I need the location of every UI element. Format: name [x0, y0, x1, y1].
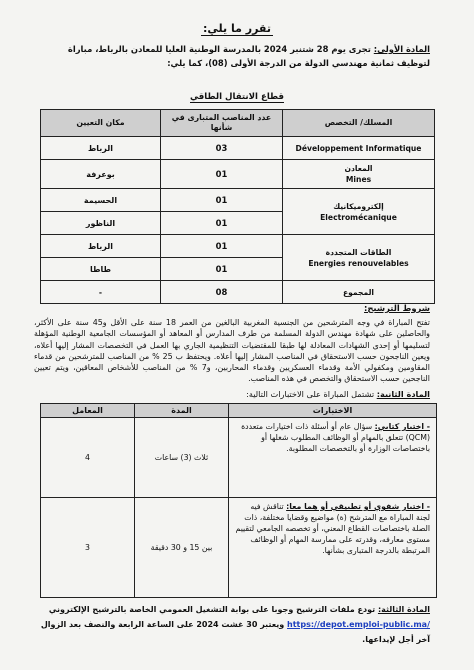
header-tests: الاختبارات — [229, 404, 437, 418]
article-3 — [34, 602, 430, 647]
total-count: 08 — [161, 281, 283, 304]
total-location: - — [41, 281, 161, 304]
positions-header-row — [41, 110, 435, 137]
table-row — [41, 235, 435, 258]
article-3-lead: المادة الثالثة: — [377, 605, 430, 614]
test-description — [229, 418, 437, 498]
positions-table — [40, 109, 435, 304]
table-row — [41, 160, 435, 189]
submission-link[interactable]: https://depot.emploi-public.ma/ — [287, 620, 430, 629]
location-cell: الرباط — [41, 137, 161, 160]
test-coefficient: 4 — [41, 418, 135, 498]
table-row — [41, 418, 437, 498]
specialty-fr: Développement Informatique — [295, 143, 422, 153]
article-1-text: تجرى يوم 28 شتنبر 2024 بالمدرسة الوطنية العليا للمعادن بالرباط، مباراة لتوظيف ثمانية مهندسي الدولة من الدرجة الأولى (08)، كما يلي: — [67, 44, 430, 68]
sector-title-text: قطاع الانتقال الطاقي — [189, 92, 285, 102]
total-label: المجموع — [283, 281, 435, 304]
specialty-fr: Energies renouvelables — [308, 258, 409, 268]
test-body: تناقش فيه لجنة المباراة مع المترشح (ة) مواضيع وقضايا مختلفة، ذات الصلة باختصاصات القطاع المعني، أو تخصصه الجامعي لتقييم مستوى معارفه، وقدرته على ممارسة المهام أو الوظائف المرتبطة بالدرجة المتبارى بشأنها. — [235, 502, 430, 555]
article-2-text: تشتمل المباراة على الاختبارات التالية: — [246, 389, 375, 399]
test-title: - اختبار كتابي: — [374, 422, 430, 431]
specialty-ar: الطاقات المتجددة — [325, 247, 392, 257]
location-cell: الرباط — [41, 235, 161, 258]
specialty-ar: إلكتروميكانيك — [333, 201, 384, 211]
sector-title — [0, 92, 474, 102]
decision-heading — [0, 22, 474, 35]
table-row — [41, 498, 437, 598]
article-3-deadline: ويعتبر 30 غشت 2024 على الساعة الرابعة والنصف بعد الزوال آخر أجل لإيداعها. — [40, 620, 430, 644]
header-location: مكان التعيين — [41, 110, 161, 137]
tests-table — [40, 403, 437, 598]
specialty-ar: المعادن — [344, 164, 373, 173]
header-coefficient: المعامل — [41, 404, 135, 418]
header-specialty: المسلك/ التخصص — [283, 110, 435, 137]
table-row — [41, 137, 435, 160]
test-duration: بين 15 و 30 دقيقة — [135, 498, 229, 598]
test-title: - اختبار شفوي أو تطبيقي أو هما معا: — [286, 502, 430, 511]
table-row — [41, 189, 435, 212]
tests-header-row — [41, 404, 437, 418]
heading-text: تقرر ما يلي: — [203, 22, 271, 35]
conditions-title: شروط الترشيح: — [364, 303, 430, 313]
conditions-text: تفتح المباراة في وجه المترشحين من الجنسية المغربية البالغين من العمر 18 سنة على الأقل و45 سنة على الأكثر، والحاصلين على شهادة مهندس الدولة المسلمة من طرف المدارس أو المعاهد أو المؤسسات الجامعية الوطنية المؤهلة لتسليمها أو إحدى الشهادات المعادلة لها طبقا للمقتضيات التنظيمية الجاري بها العمل في التخصصات المشار إليها أعلاه، ويعين الناجحون حسب الاستحقاق في المناصب المشار إليها أعلاه. ويحتفظ ب 25 % من المناصب للمترشحين من قدماء المقاومين ومكفولي الأمة وقدماء العسكريين وقدماء المحاربين، و7 % من المناصب للأشخاص المعاقين، ويتم تعيين الناجحين حسب الاستحقاق والتخصص في هذه المناصب. — [34, 318, 430, 384]
header-count: عدد المناصب المتبارى في شأنها — [161, 110, 283, 137]
specialty-cell — [283, 189, 435, 235]
test-description — [229, 498, 437, 598]
specialty-cell — [283, 235, 435, 281]
article-1 — [38, 42, 430, 70]
count-cell: 01 — [161, 235, 283, 258]
specialty-fr: Electromécanique — [320, 212, 397, 222]
location-cell: الناظور — [41, 212, 161, 235]
specialty-fr: Mines — [345, 175, 372, 184]
specialty-cell — [283, 137, 435, 160]
test-coefficient: 3 — [41, 498, 135, 598]
location-cell: بوعرفة — [41, 160, 161, 189]
article-3-text: تودع ملفات الترشيح وجوبا على بوابة التشغيل العمومي الخاصة بالترشيح الإلكتروني — [48, 605, 376, 614]
article-2-lead: المادة الثانية: — [376, 389, 430, 399]
location-cell: طاطا — [41, 258, 161, 281]
test-body: سؤال عام أو أسئلة ذات اختيارات متعددة (QCM) تتعلق بالمهام أو الوظائف المطلوب شغلها أو باختصاصات الوزارة أو بالتخصصات المطلوبة. — [241, 422, 430, 453]
count-cell: 01 — [161, 189, 283, 212]
specialty-cell — [283, 160, 435, 189]
article-1-lead: المادة الأولى: — [373, 44, 430, 54]
count-cell: 01 — [161, 212, 283, 235]
total-row — [41, 281, 435, 304]
header-duration: المدة — [135, 404, 229, 418]
count-cell: 01 — [161, 258, 283, 281]
count-cell: 03 — [161, 137, 283, 160]
location-cell: الحسيمة — [41, 189, 161, 212]
count-cell: 01 — [161, 160, 283, 189]
article-2 — [246, 389, 430, 399]
test-duration: ثلاث (3) ساعات — [135, 418, 229, 498]
